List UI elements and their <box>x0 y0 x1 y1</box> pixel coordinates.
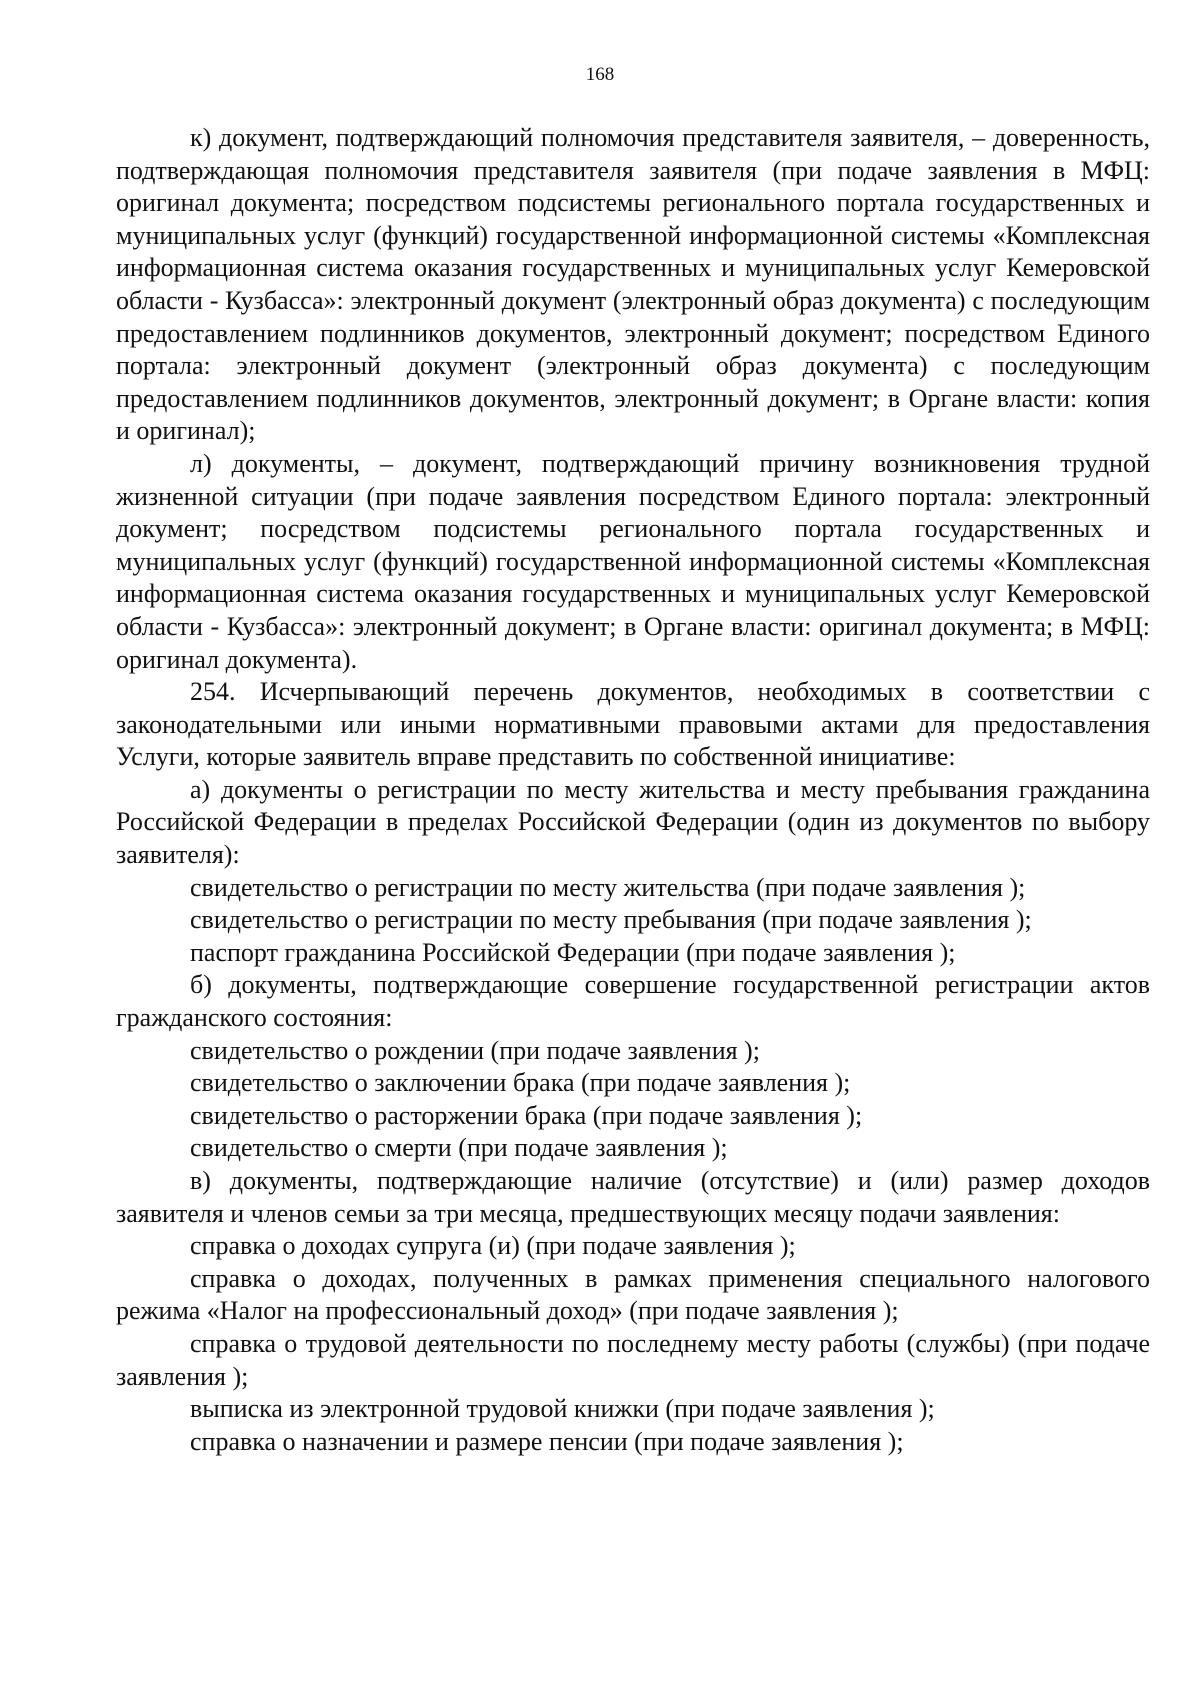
list-item: выписка из электронной трудовой книжки (при подаче заявления ); <box>190 1394 935 1424</box>
page-number: 168 <box>585 64 615 85</box>
paragraph-item-a: а) документы о регистрации по месту жительства и месту пребывания гражданина Российской Федерации в пределах Российской Федерации (один из документов по выбору заявителя): <box>116 774 1150 870</box>
list-item: свидетельство о заключении брака (при подаче заявления ); <box>190 1068 851 1098</box>
paragraph-254: 254. Исчерпывающий перечень документов, необходимых в соответствии с законодательными или иными нормативными правовыми актами для предоставления Услуги, которые заявитель вправе представить по собственной инициативе: <box>116 677 1150 772</box>
paragraph-item-l: л) документы, – документ, подтверждающий причину возникновения трудной жизненной ситуации (при подаче заявления посредством Единого портала: электронный документ; посредством подсистемы регионального портала государственных и муниципальных услуг (функций) государственной информационной системы «Комплексная информационная система оказания государственных и муниципальных услуг Кемеровской области - Кузбасса»: электронный документ; в Органе власти: оригинал документа; в МФЦ: оригинал документа). <box>116 448 1150 674</box>
list-item: свидетельство о регистрации по месту пребывания (при подаче заявления ); <box>190 905 1032 935</box>
paragraph-item-k: к) документ, подтверждающий полномочия представителя заявителя, – доверенность, подтверждающая полномочия представителя заявителя (при подаче заявления в МФЦ: оригинал документа; посредством подсистемы регионального портала государственных и муниципальных услуг (функций) государственной информационной системы «Комплексная информационная система оказания государственных и муниципальных услуг Кемеровской области - Кузбасса»: электронный документ (электронный образ документа) с последующим предоставлением подлинников документов, электронный документ; посредством Единого портала: электронный документ (электронный образ документа) с последующим предоставлением подлинников документов, электронный документ; в Органе власти: копия и оригинал); <box>116 123 1150 446</box>
list-item: справка о назначении и размере пенсии (при подаче заявления ); <box>190 1426 904 1456</box>
list-item: справка о доходах супруга (и) (при подаче заявления ); <box>190 1231 796 1261</box>
document-body <box>116 122 1150 1458</box>
list-item: паспорт гражданина Российской Федерации (при подаче заявления ); <box>190 937 956 967</box>
list-item: свидетельство о регистрации по месту жительства (при подаче заявления ); <box>190 872 1026 902</box>
list-item: свидетельство о расторжении брака (при подаче заявления ); <box>190 1100 863 1130</box>
list-item: справка о трудовой деятельности по последнему месту работы (службы) (при подаче заявления ); <box>116 1328 1150 1391</box>
paragraph-item-b: б) документы, подтверждающие совершение государственной регистрации актов гражданского состояния: <box>116 970 1150 1033</box>
list-item: свидетельство о смерти (при подаче заявления ); <box>190 1133 728 1163</box>
paragraph-item-v: в) документы, подтверждающие наличие (отсутствие) и (или) размер доходов заявителя и членов семьи за три месяца, предшествующих месяцу подачи заявления: <box>116 1166 1150 1228</box>
list-item: справка о доходах, полученных в рамках применения специального налогового режима «Налог на профессиональный доход» (при подаче заявления ); <box>116 1263 1150 1326</box>
list-item: свидетельство о рождении (при подаче заявления ); <box>190 1035 760 1065</box>
